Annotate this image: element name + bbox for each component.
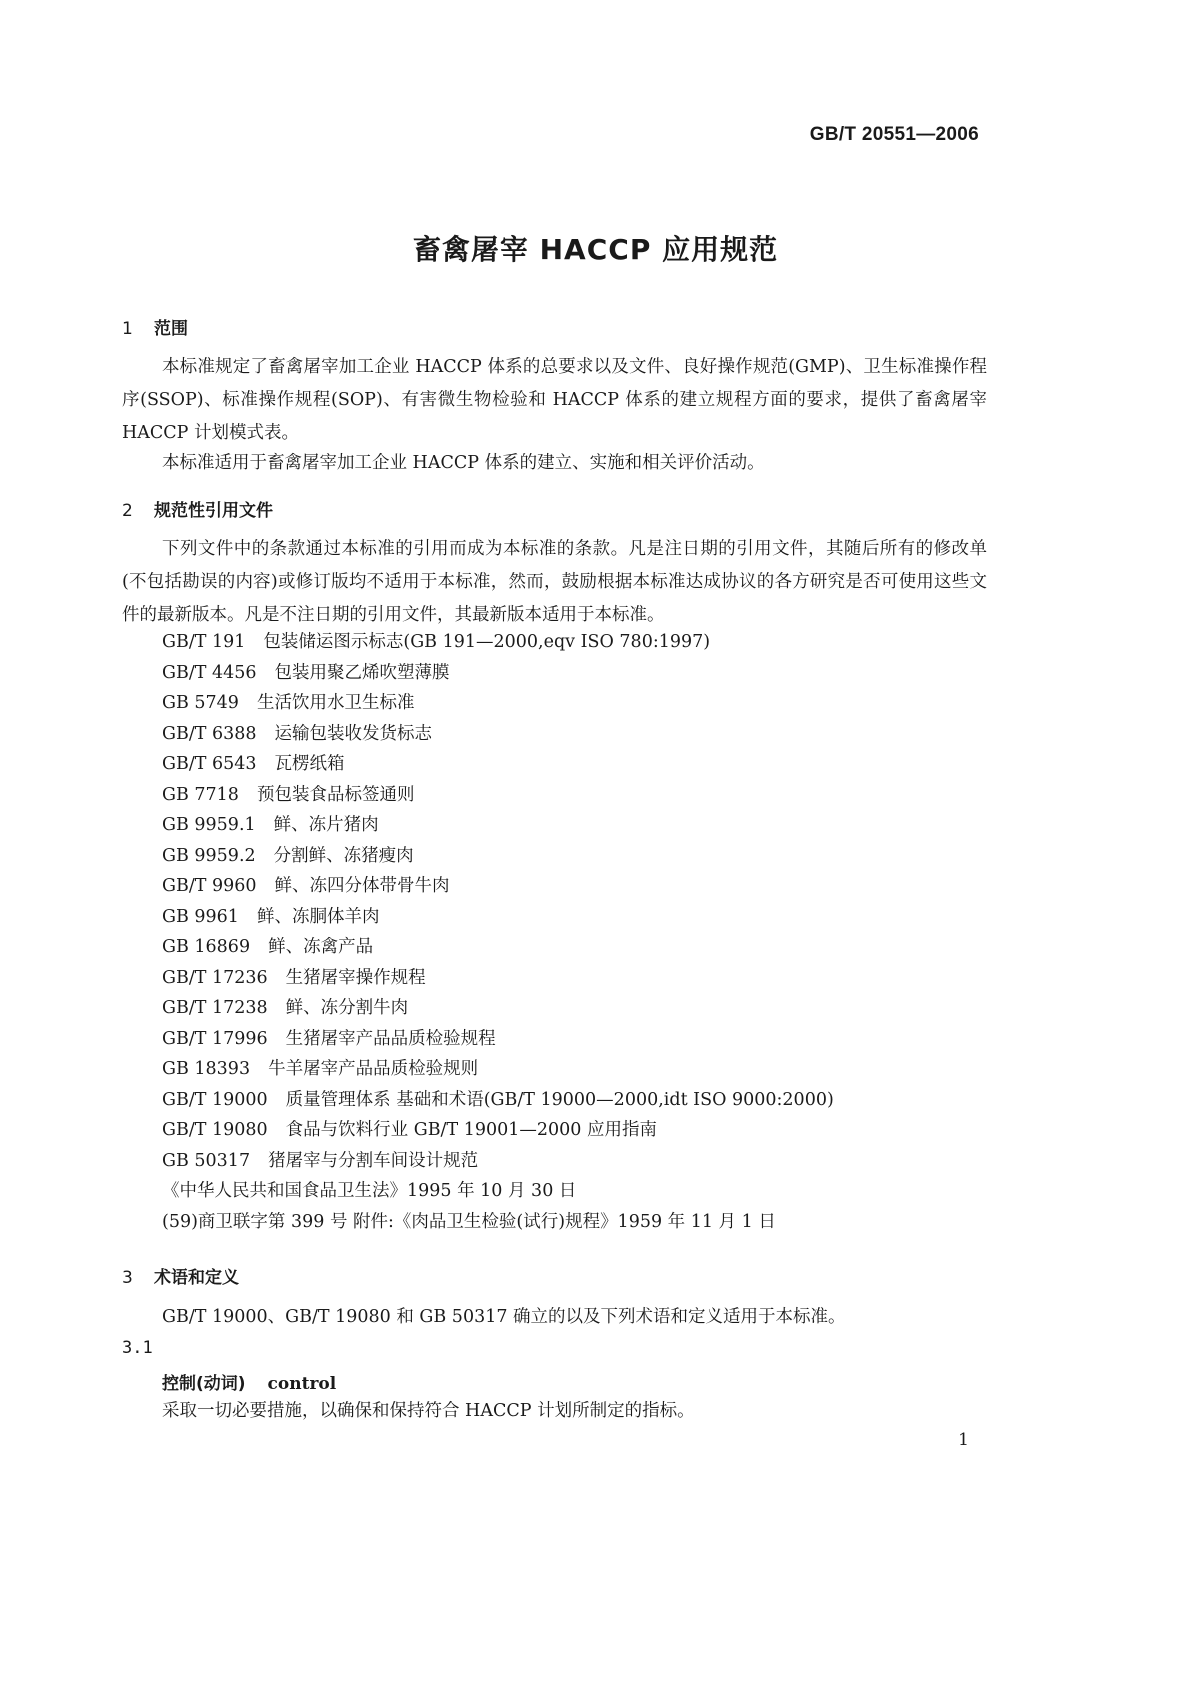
reference-code: GB/T 17236 — [162, 967, 268, 988]
section-title: 范围 — [154, 319, 188, 339]
reference-item — [162, 719, 982, 750]
reference-title: 瓦楞纸箱 — [274, 754, 345, 774]
reference-item — [162, 688, 982, 719]
reference-code: GB/T 17238 — [162, 998, 268, 1018]
reference-item — [162, 658, 982, 689]
section-2-heading — [122, 496, 273, 521]
reference-title: 分割鲜、冻猪瘦肉 — [273, 845, 414, 866]
reference-code: GB 5749 — [162, 693, 239, 713]
reference-title: 生活饮用水卫生标准 — [256, 693, 415, 713]
reference-item — [162, 1024, 982, 1055]
reference-item — [162, 1176, 982, 1207]
reference-code: GB/T 17996 — [162, 1028, 268, 1049]
reference-title: 猪屠宰与分割车间设计规范 — [268, 1150, 479, 1171]
references-intro-paragraph: 下列文件中的条款通过本标准的引用而成为本标准的条款。凡是注日期的引用文件，其随后所有的修改单(不包括勘误的内容)或修订版均不适用于本标准，然而，鼓励根据本标准达成协议的各方研究是否可使用这些文件的最新版本。凡是不注日期的引用文件，其最新版本适用于本标准。 — [122, 539, 987, 625]
reference-code: GB 18393 — [162, 1059, 251, 1079]
reference-code: GB/T 4456 — [162, 662, 257, 683]
reference-title: 包装储运图示标志(GB 191—2000,eqv ISO 780:1997) — [263, 632, 711, 652]
term-english: control — [267, 1374, 337, 1394]
terms-intro-paragraph: GB/T 19000、GB/T 19080 和 GB 50317 确立的以及下列术语和定义适用于本标准。 — [162, 1307, 846, 1327]
reference-code: GB/T 191 — [162, 632, 246, 652]
reference-item — [162, 871, 982, 902]
reference-code: GB 7718 — [162, 784, 239, 805]
reference-title: 生猪屠宰操作规程 — [285, 967, 426, 988]
reference-title: 鲜、冻禽产品 — [268, 937, 374, 957]
reference-item — [162, 810, 982, 841]
reference-item — [162, 780, 982, 811]
reference-code: GB/T 19080 — [162, 1120, 268, 1140]
reference-item — [162, 841, 982, 872]
reference-item — [162, 749, 982, 780]
reference-item — [162, 1115, 982, 1146]
scope-paragraph-2: 本标准适用于畜禽屠宰加工企业 HACCP 体系的建立、实施和相关评价活动。 — [162, 453, 765, 473]
reference-code: GB/T 6543 — [162, 754, 257, 774]
scope-paragraph-1: 本标准规定了畜禽屠宰加工企业 HACCP 体系的总要求以及文件、良好操作规范(GMP)、卫生标准操作程序(SSOP)、标准操作规程(SOP)、有害微生物检验和 HACCP 体系的建立规程方面的要求，提供了畜禽屠宰 HACCP 计划模式表。 — [122, 357, 987, 443]
section-1-heading — [122, 314, 188, 339]
reference-code: GB 16869 — [162, 937, 251, 957]
reference-code: GB/T 19000 — [162, 1089, 268, 1110]
reference-code: GB/T 9960 — [162, 876, 257, 896]
section-number: 3 — [122, 1268, 133, 1288]
reference-code: GB 9961 — [162, 906, 239, 927]
reference-title: 牛羊屠宰产品品质检验规则 — [268, 1059, 479, 1079]
section-number: 1 — [122, 319, 133, 339]
reference-title: 食品与饮料行业 GB/T 19001—2000 应用指南 — [285, 1120, 657, 1140]
reference-code: GB 9959.2 — [162, 845, 256, 866]
reference-item — [162, 627, 982, 658]
reference-title: 鲜、冻片猪肉 — [273, 815, 379, 835]
reference-title: 运输包装收发货标志 — [274, 723, 433, 744]
term-chinese: 控制(动词) — [162, 1374, 246, 1394]
reference-item — [162, 1054, 982, 1085]
term-heading — [162, 1369, 336, 1394]
reference-title: 鲜、冻四分体带骨牛肉 — [274, 876, 450, 896]
page-number: 1 — [958, 1430, 969, 1450]
reference-item — [162, 993, 982, 1024]
section-title: 规范性引用文件 — [154, 501, 273, 521]
reference-item — [162, 1085, 982, 1116]
reference-title: 鲜、冻分割牛肉 — [285, 998, 409, 1018]
reference-title: (59)商卫联字第 399 号 附件:《肉品卫生检验(试行)规程》1959 年 11 月 1 日 — [162, 1211, 776, 1232]
document-title: 畜禽屠宰 HACCP 应用规范 — [412, 233, 779, 266]
reference-title: 生猪屠宰产品品质检验规程 — [285, 1028, 496, 1049]
reference-code: GB 50317 — [162, 1150, 251, 1171]
reference-item — [162, 902, 982, 933]
reference-title: 预包装食品标签通则 — [256, 784, 415, 805]
section-3-heading — [122, 1263, 239, 1288]
reference-item — [162, 932, 982, 963]
reference-title: 《中华人民共和国食品卫生法》1995 年 10 月 30 日 — [162, 1181, 577, 1201]
reference-item — [162, 1146, 982, 1177]
section-number: 2 — [122, 501, 133, 521]
normative-references-list — [162, 627, 982, 1237]
section-title: 术语和定义 — [154, 1268, 239, 1288]
term-definition: 采取一切必要措施，以确保和保持符合 HACCP 计划所制定的指标。 — [162, 1401, 695, 1421]
reference-title: 鲜、冻胴体羊肉 — [256, 906, 380, 927]
standard-code: GB/T 20551—2006 — [809, 124, 979, 145]
reference-title: 包装用聚乙烯吹塑薄膜 — [274, 662, 450, 683]
reference-code: GB 9959.1 — [162, 815, 256, 835]
reference-item — [162, 963, 982, 994]
subsection-number: 3.1 — [122, 1338, 153, 1358]
reference-title: 质量管理体系 基础和术语(GB/T 19000—2000,idt ISO 9000:2000) — [285, 1089, 834, 1110]
reference-code: GB/T 6388 — [162, 723, 257, 744]
reference-item — [162, 1207, 982, 1238]
